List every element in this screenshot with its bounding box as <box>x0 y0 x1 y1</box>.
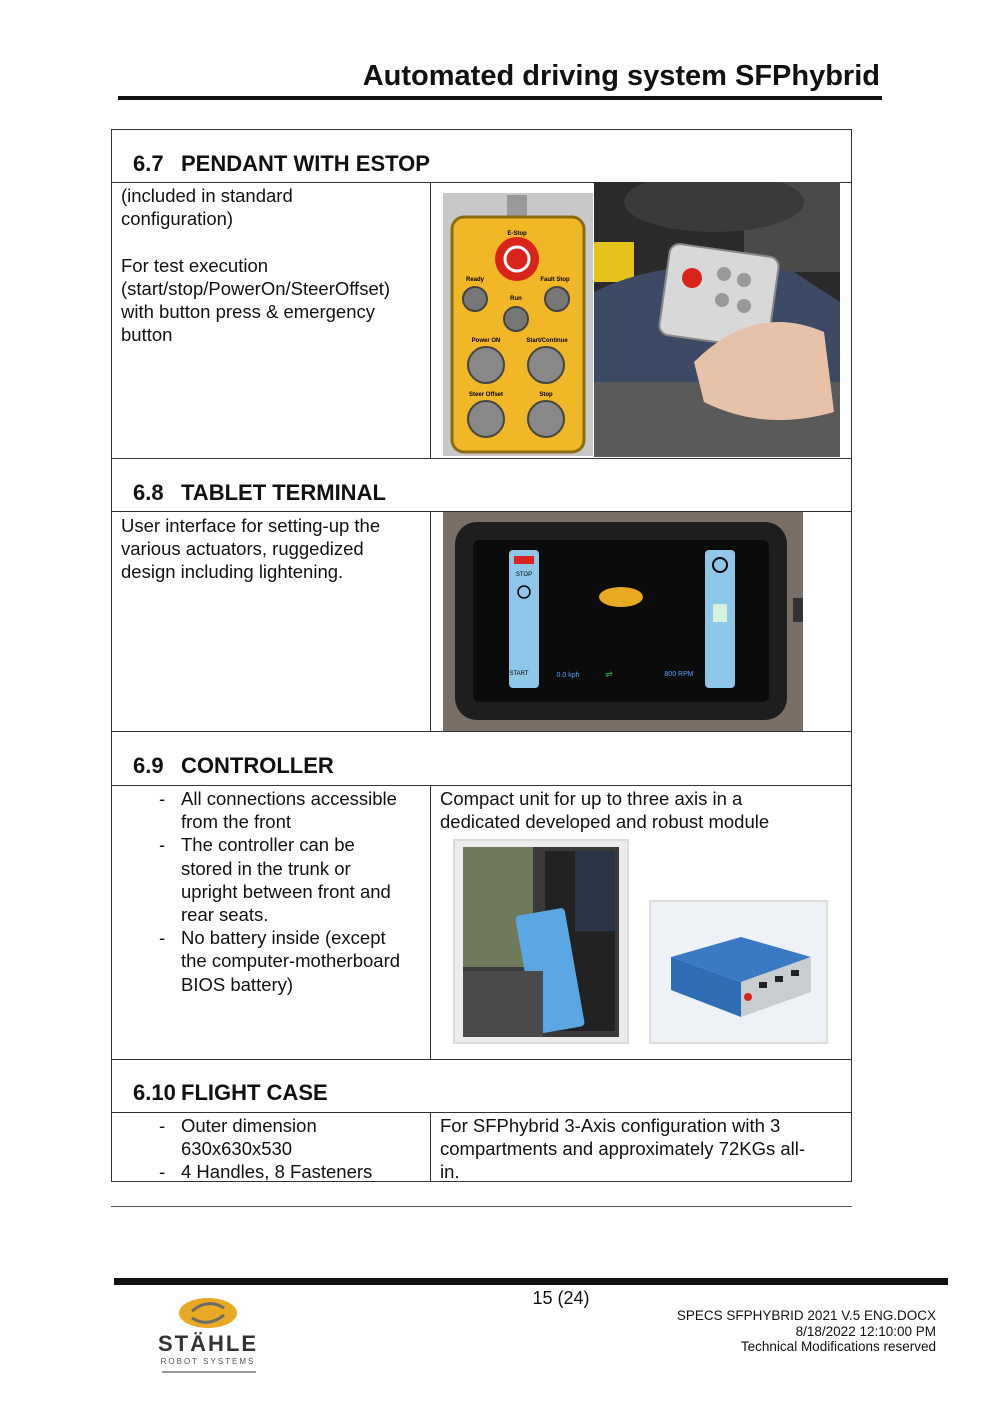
document-filename: SPECS SFPHYBRID 2021 V.5 ENG.DOCX <box>676 1308 936 1323</box>
row-divider <box>112 1059 851 1060</box>
text-line: dedicated developed and robust module <box>440 811 770 833</box>
text-line: configuration) <box>121 208 234 230</box>
section-title: FLIGHT CASE <box>181 1080 328 1105</box>
header-rule <box>118 96 882 100</box>
document-title: Automated driving system SFPhybrid <box>362 60 880 92</box>
text-line: User interface for setting-up the <box>121 515 381 536</box>
text-line: (start/stop/PowerOn/SteerOffset) <box>121 277 391 299</box>
section-title: PENDANT WITH ESTOP <box>181 151 430 176</box>
pendant-label-power-on: Power ON <box>471 338 501 344</box>
text-line: compartments and approximately 72KGs all- <box>440 1138 806 1160</box>
text-line: in. <box>440 1161 460 1183</box>
page-number: 15 (24) <box>532 1288 590 1308</box>
pendant-label-estop: E-Stop <box>507 231 527 237</box>
text-line: design including lightening. <box>121 561 344 583</box>
document-date: 8/18/2022 12:10:00 PM <box>795 1323 936 1339</box>
text-line: Compact unit for up to three axis in a <box>440 788 743 809</box>
pendant-label-steer-offset: Steer Offset <box>468 392 504 398</box>
section-number: 6.8 <box>133 480 164 505</box>
controller-in-car-illustration <box>455 841 627 1042</box>
list-item: - Outer dimension 630x630x530 <box>181 1114 426 1160</box>
list-item: - No battery inside (except the computer-motherboard BIOS battery) <box>181 926 426 996</box>
flight-case-features <box>181 1114 426 1184</box>
flight-case-description <box>440 1114 850 1184</box>
pendant-in-car-photo <box>594 182 840 457</box>
controller-features <box>181 787 426 996</box>
controller-in-car-photo <box>455 841 627 1042</box>
tablet-description <box>121 514 426 584</box>
pendant-in-car-illustration <box>594 182 840 457</box>
staehle-logo <box>134 1296 284 1376</box>
pendant-label-fault-stop: Fault Stop <box>540 277 570 283</box>
tablet-photo <box>443 512 803 731</box>
col-divider <box>430 511 431 731</box>
row-divider <box>112 785 851 786</box>
tablet-rpm-readout: 800 RPM <box>664 671 694 678</box>
text-line <box>121 230 426 253</box>
section-heading-controller <box>133 753 334 779</box>
pendant-label-start-continue: Start/Continue <box>526 338 568 344</box>
section-number: 6.9 <box>133 753 164 778</box>
pendant-description <box>121 184 426 346</box>
modifications-note: Technical Modifications reserved <box>740 1339 936 1354</box>
text-line: For SFPhybrid 3-Axis configuration with 3 <box>440 1115 781 1136</box>
pendant-illustration <box>443 193 593 456</box>
pendant-photo <box>443 193 593 456</box>
col-divider <box>430 1112 431 1182</box>
pendant-label-run: Run <box>510 296 522 302</box>
controller-unit-illustration <box>651 902 826 1042</box>
col-divider <box>430 785 431 1059</box>
tablet-illustration <box>443 512 803 731</box>
controller-description <box>440 787 850 833</box>
text-line: various actuators, ruggedized <box>121 538 364 560</box>
tablet-stop-label: STOP <box>515 572 533 578</box>
pendant-label-stop: Stop <box>539 392 553 398</box>
logo-mark <box>134 1296 284 1376</box>
pendant-label-ready: Ready <box>465 277 485 283</box>
row-divider <box>112 1112 851 1113</box>
section-heading-tablet <box>133 480 386 506</box>
tablet-start-label: START <box>509 671 529 677</box>
list-item: - All connections accessible from the front <box>181 787 426 833</box>
section-heading-pendant <box>133 151 430 177</box>
section-title: CONTROLLER <box>181 753 334 778</box>
col-divider <box>430 182 431 458</box>
tablet-speed-readout: 0.0 kph <box>556 672 580 679</box>
section-number: 6.10 <box>133 1080 176 1105</box>
document-meta <box>677 1308 936 1355</box>
text-line: (included in standard <box>121 185 293 206</box>
section-number: 6.7 <box>133 151 164 176</box>
section-title: TABLET TERMINAL <box>181 480 386 505</box>
row-divider <box>112 731 851 732</box>
svg-text:⇌: ⇌ <box>605 669 613 679</box>
text-line: For test execution <box>121 254 269 276</box>
text-line: with button press & emergency <box>121 301 375 323</box>
table-end-rule <box>111 1206 852 1207</box>
controller-unit-photo <box>651 902 826 1042</box>
row-divider <box>112 458 851 459</box>
footer-rule <box>114 1278 948 1285</box>
logo-wordmark: STÄHLE <box>158 1331 258 1356</box>
section-heading-flight-case <box>133 1080 328 1106</box>
list-item: - The controller can be stored in the trunk or upright between front and rear seats. <box>181 833 426 926</box>
logo-subtitle: ROBOT SYSTEMS <box>160 1357 256 1366</box>
list-item: - 4 Handles, 8 Fasteners <box>181 1160 426 1183</box>
text-line: button <box>121 324 173 346</box>
